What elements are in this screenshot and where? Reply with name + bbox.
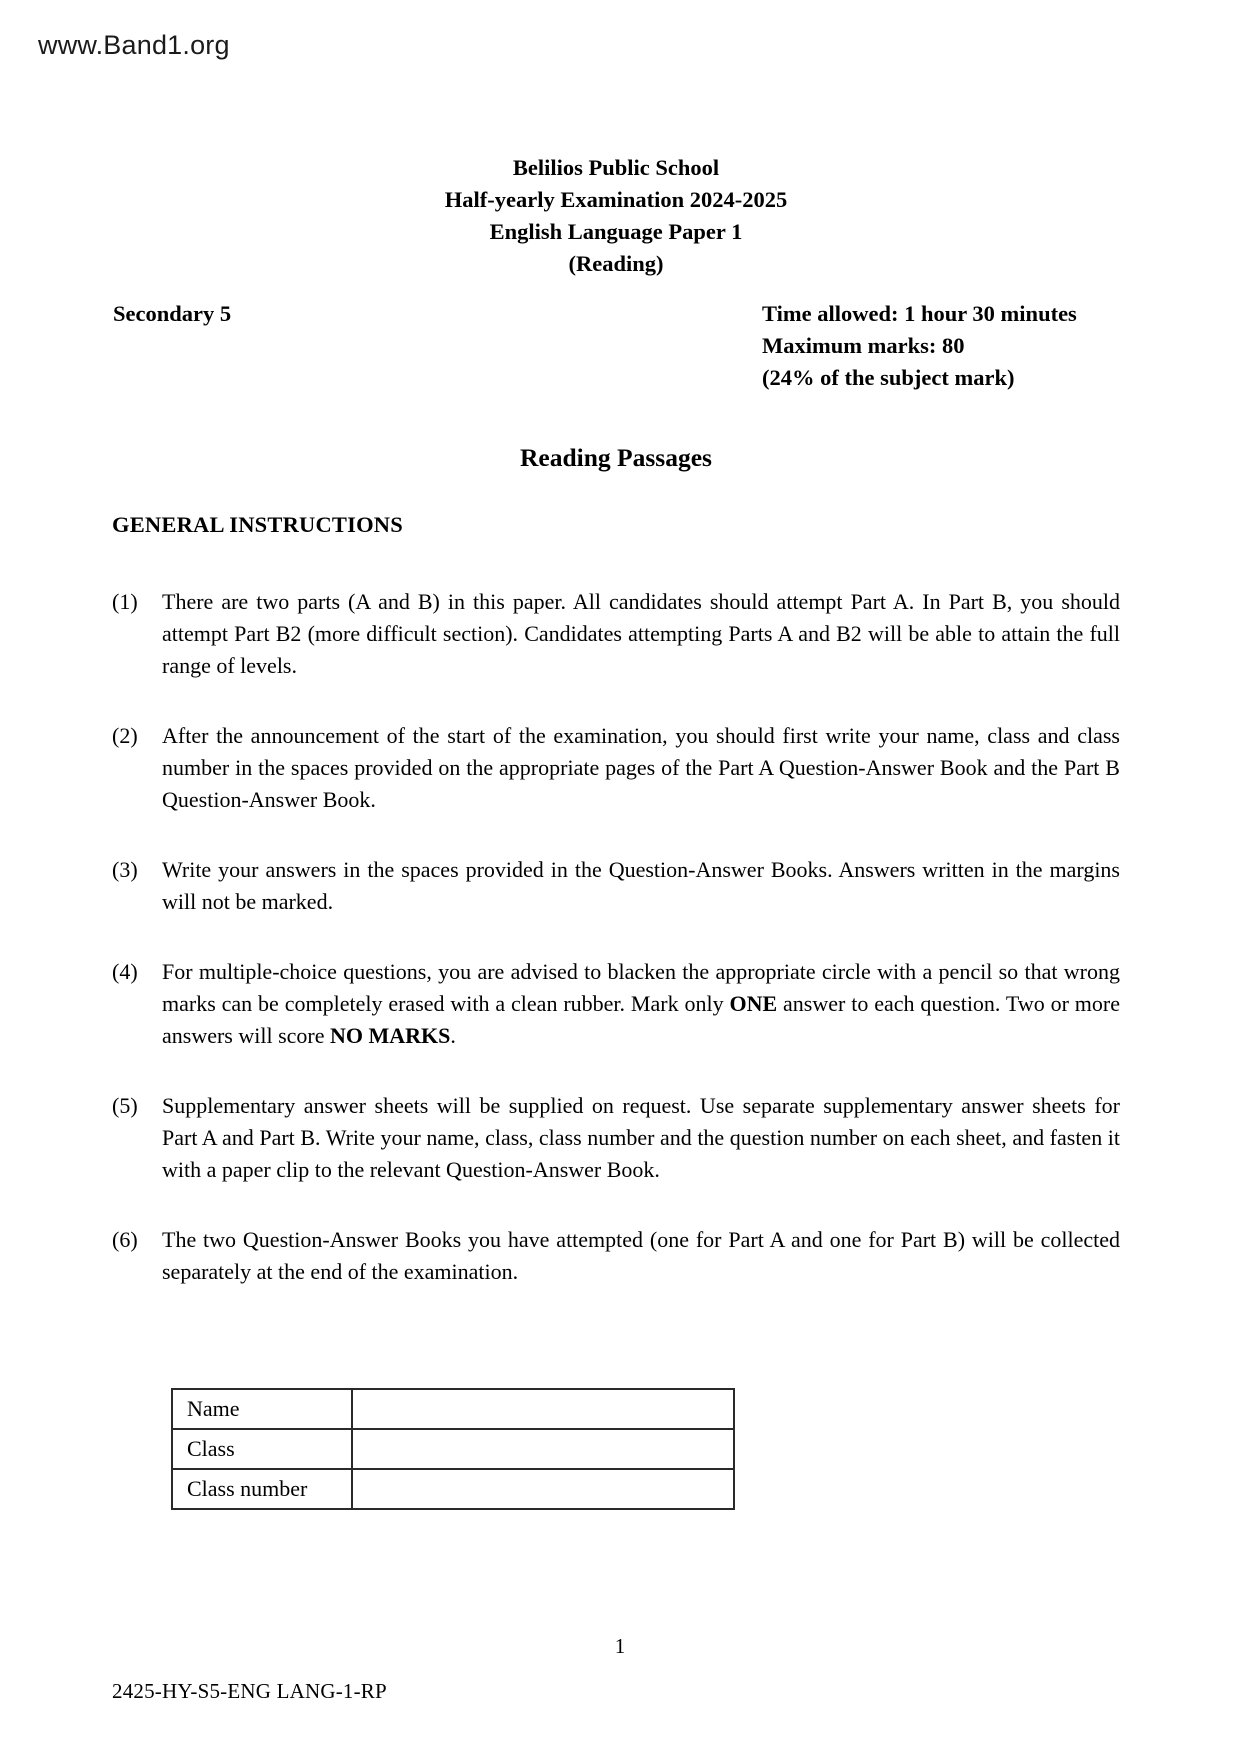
instruction-text: Write your answers in the spaces provided in the Question-Answer Books. Answers written in the margins will not be marked. [162,857,1120,914]
paper-title: English Language Paper 1 [489,219,743,244]
instruction-number: (5) [112,1093,138,1118]
instructions-list [112,586,1120,1326]
instruction-item-5 [112,1090,1120,1186]
instruction-number: (4) [112,959,138,984]
instruction-text [162,956,1120,1052]
title-block [112,152,1120,280]
class-value-cell [352,1429,734,1469]
class-number-value-cell [352,1469,734,1509]
name-value-cell [352,1389,734,1429]
class-number-label-cell: Class number [172,1469,352,1509]
instruction-number: (1) [112,589,138,614]
instruction-number: (6) [112,1227,138,1252]
instruction-text-bold-segment: NO MARKS [330,1023,451,1048]
table-row-class-number [172,1469,734,1509]
instruction-number: (3) [112,857,138,882]
instruction-item-6 [112,1224,1120,1288]
school-name: Belilios Public School [512,155,720,180]
instruction-item-1 [112,586,1120,682]
instruction-number: (2) [112,723,138,748]
page-number: 1 [614,1634,626,1658]
instruction-text-segment: answer to each question. Two or more answers will score [162,991,1121,1048]
site-watermark: www.Band1.org [38,30,230,60]
instruction-item-3 [112,854,1120,918]
exam-meta-block [762,298,1077,394]
document-code: 2425-HY-S5-ENG LANG-1-RP [112,1679,387,1703]
instruction-text: Supplementary answer sheets will be supplied on request. Use separate supplementary answer sheets for Part A and Part B. Write your name, class, class number and the question number on each sheet, and fasten it with a paper clip to the relevant Question-Answer Book. [162,1093,1120,1182]
instruction-text: The two Question-Answer Books you have attempted (one for Part A and one for Part B) will be collected separately at the end of the examination. [162,1227,1120,1284]
instruction-item-2 [112,720,1120,816]
instructions-heading: GENERAL INSTRUCTIONS [112,512,403,537]
instruction-text: After the announcement of the start of the examination, you should first write your name, class and class number in the spaces provided on the appropriate pages of the Part A Question-Answer Book and the Part B Question-Answer Book. [162,723,1120,812]
instruction-text-bold-segment: ONE [729,991,778,1016]
instruction-text: There are two parts (A and B) in this paper. All candidates should attempt Part A. In Part B, you should attempt Part B2 (more difficult section). Candidates attempting Parts A and B2 will be able to attain the full range of levels. [162,589,1120,678]
student-info-table [171,1388,735,1510]
paper-subtitle: (Reading) [568,251,664,276]
exam-title: Half-yearly Examination 2024-2025 [444,187,788,212]
level-label: Secondary 5 [113,301,232,326]
instruction-text-segment: . [450,1023,456,1048]
name-label-cell: Name [172,1389,352,1429]
instruction-text-segment: For multiple-choice questions, you are advised to blacken the appropriate circle with a pencil so that wrong marks can be completely erased with a clean rubber. Mark only [162,959,1120,1016]
subject-percentage-label: (24% of the subject mark) [762,365,1015,390]
class-label-cell: Class [172,1429,352,1469]
table-row-name [172,1389,734,1429]
time-allowed-label: Time allowed: 1 hour 30 minutes [762,301,1077,326]
instruction-item-4 [112,956,1120,1052]
table-row-class [172,1429,734,1469]
maximum-marks-label: Maximum marks: 80 [762,333,965,358]
section-title: Reading Passages [520,443,712,472]
